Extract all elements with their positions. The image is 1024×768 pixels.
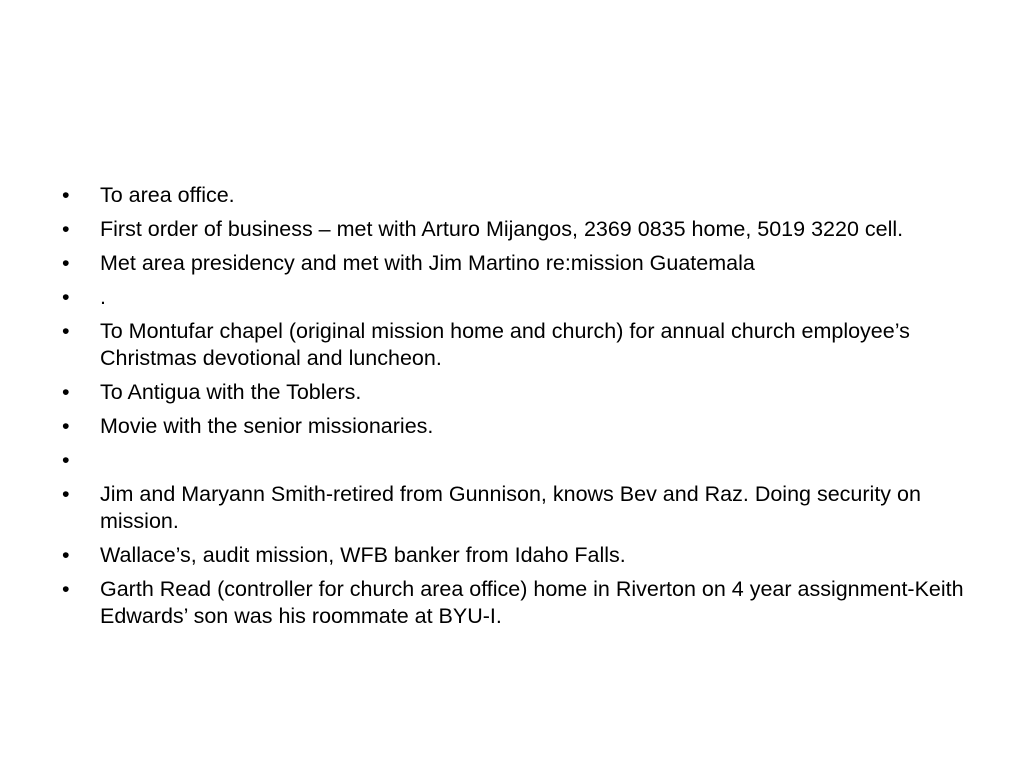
bullet-text: Jim and Maryann Smith-retired from Gunnison, knows Bev and Raz. Doing security on mission. xyxy=(100,482,921,533)
bullet-dot-icon: • xyxy=(62,380,70,404)
bullet-dot-icon: • xyxy=(62,217,70,241)
bullet-dot-icon: • xyxy=(62,319,70,343)
bullet-dot-icon: • xyxy=(62,482,70,506)
bullet-item xyxy=(60,216,975,243)
bullet-text: To Antigua with the Toblers. xyxy=(100,380,362,404)
bullet-item xyxy=(60,250,975,277)
bullet-dot-icon: • xyxy=(62,414,70,438)
bullet-item xyxy=(60,284,975,311)
bullet-list xyxy=(60,182,975,637)
bullet-dot-icon: • xyxy=(62,285,70,309)
bullet-item xyxy=(60,182,975,209)
bullet-text: Movie with the senior missionaries. xyxy=(100,414,434,438)
bullet-text: . xyxy=(100,285,106,309)
bullet-text: First order of business – met with Arturo Mijangos, 2369 0835 home, 5019 3220 cell. xyxy=(100,217,904,241)
bullet-text: Garth Read (controller for church area office) home in Riverton on 4 year assignment-Keith Edwards’ son was his roommate at BYU-I. xyxy=(100,577,964,628)
bullet-dot-icon: • xyxy=(62,577,70,601)
bullet-item xyxy=(60,542,975,569)
bullet-item xyxy=(60,379,975,406)
bullet-text xyxy=(100,448,106,472)
bullet-dot-icon: • xyxy=(62,448,70,472)
bullet-item xyxy=(60,576,975,630)
bullet-dot-icon: • xyxy=(62,251,70,275)
bullet-text: To area office. xyxy=(100,183,235,207)
bullet-dot-icon: • xyxy=(62,183,70,207)
bullet-text: Met area presidency and met with Jim Martino re:mission Guatemala xyxy=(100,251,755,275)
bullet-item xyxy=(60,447,975,474)
bullet-text: To Montufar chapel (original mission home and church) for annual church employee’s Christmas devotional and luncheon. xyxy=(100,319,910,370)
bullet-dot-icon: • xyxy=(62,543,70,567)
bullet-item xyxy=(60,413,975,440)
bullet-text: Wallace’s, audit mission, WFB banker from Idaho Falls. xyxy=(100,543,626,567)
bullet-item xyxy=(60,481,975,535)
bullet-item xyxy=(60,318,975,372)
